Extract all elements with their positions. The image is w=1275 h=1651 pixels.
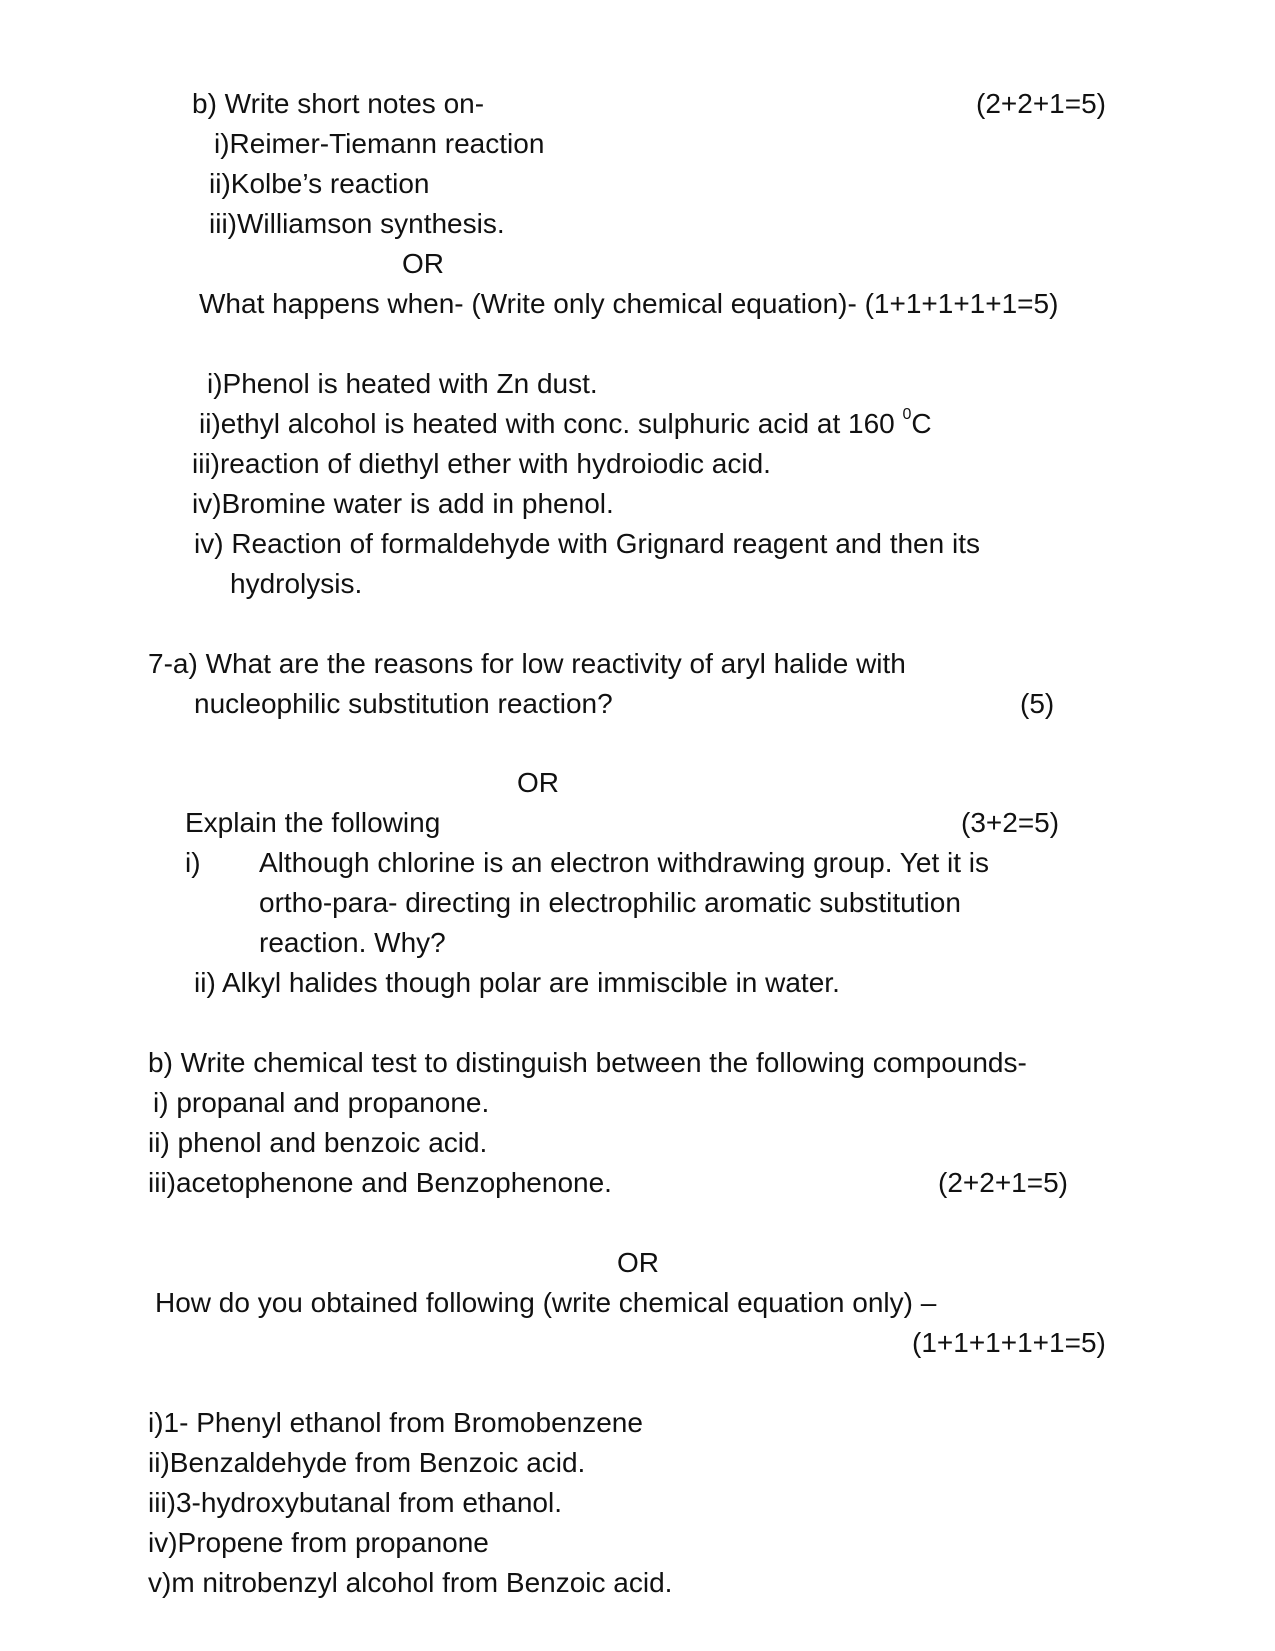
q7b-alt-item-4: iv)Propene from propanone [148, 1527, 489, 1558]
q6b-alt-item-4: iv)Bromine water is add in phenol. [192, 488, 614, 519]
q7b-alt-item-3: iii)3-hydroxybutanal from ethanol. [148, 1487, 562, 1518]
degree-unit: C [911, 408, 932, 439]
q7b-alt-heading: How do you obtained following (write chemical equation only) – [155, 1287, 937, 1318]
q7a-marks: (5) [1020, 688, 1055, 719]
q7a-line-2: nucleophilic substitution reaction? [194, 688, 613, 719]
q7a-item-1-line-2: ortho-para- directing in electrophilic aromatic substitution [259, 887, 961, 918]
q7a-alt-marks: (3+2=5) [961, 807, 1060, 838]
q6b-alt-item-5-cont: hydrolysis. [230, 568, 363, 599]
q7a-or: OR [517, 767, 559, 798]
q7a-item-1-line-3: reaction. Why? [259, 927, 446, 958]
q7b-item-3: iii)acetophenone and Benzophenone. [148, 1167, 612, 1198]
q7b-alt-marks: (1+1+1+1+1=5) [912, 1327, 1106, 1358]
q6b-alt-item-2 [199, 404, 932, 444]
degree-superscript: 0 [902, 405, 912, 423]
q7b-marks: (2+2+1=5) [938, 1167, 1068, 1198]
q6b-alt-item-5: iv) Reaction of formaldehyde with Grignard reagent and then its [194, 528, 980, 559]
q6b-or: OR [402, 248, 444, 279]
q7a-alt-heading: Explain the following [185, 807, 441, 838]
q7b-heading: b) Write chemical test to distinguish between the following compounds- [148, 1047, 1027, 1078]
q7a-item-2: ii) Alkyl halides though polar are immiscible in water. [194, 967, 840, 998]
q6b-alt-item-3: iii)reaction of diethyl ether with hydroiodic acid. [192, 448, 771, 479]
q6b-alt-heading: What happens when- (Write only chemical equation)- (1+1+1+1+1=5) [199, 288, 1059, 319]
q6b-marks: (2+2+1=5) [976, 88, 1106, 119]
q7b-or: OR [617, 1247, 659, 1278]
q6b-item-2: ii)Kolbe’s reaction [209, 168, 430, 199]
q7a-item-1-line-1: Although chlorine is an electron withdrawing group. Yet it is [259, 847, 989, 878]
q7b-alt-item-5: v)m nitrobenzyl alcohol from Benzoic acid. [148, 1567, 673, 1598]
q6b-item-3: iii)Williamson synthesis. [209, 208, 505, 239]
q6b-heading: b) Write short notes on- [192, 88, 485, 119]
q7a-line-1: 7-a) What are the reasons for low reactivity of aryl halide with [148, 648, 906, 679]
q6b-item-1: i)Reimer-Tiemann reaction [214, 128, 545, 159]
q6b-alt-item-2-text: ii)ethyl alcohol is heated with conc. sulphuric acid at 160 [199, 408, 903, 439]
q7b-alt-item-1: i)1- Phenyl ethanol from Bromobenzene [148, 1407, 643, 1438]
q7b-item-1: i) propanal and propanone. [153, 1087, 490, 1118]
q7b-alt-item-2: ii)Benzaldehyde from Benzoic acid. [148, 1447, 586, 1478]
q7b-item-2: ii) phenol and benzoic acid. [148, 1127, 488, 1158]
q6b-alt-item-1: i)Phenol is heated with Zn dust. [207, 368, 598, 399]
q7a-item-1-label: i) [185, 847, 201, 878]
